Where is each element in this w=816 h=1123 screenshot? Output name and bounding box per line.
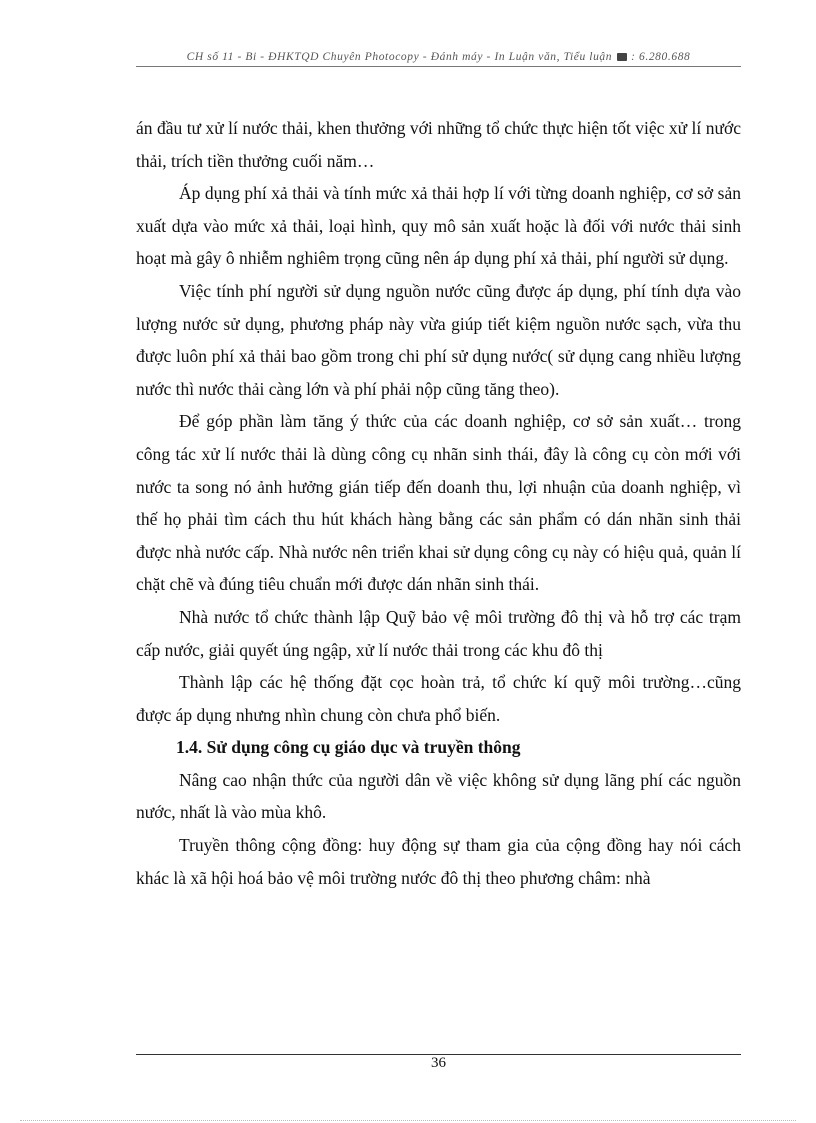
paragraph: Việc tính phí người sử dụng nguồn nước cũng được áp dụng, phí tính dựa vào lượng nước sử dụng, phương pháp này vừa giúp tiết kiệm nguồn nước sạch, vừa thu được luôn phí xả thải bao gồm trong chi phí sử dụng nước( sử dụng cang nhiều lượng nước thì nước thải càng lớn và phí phải nộp cũng tăng theo). <box>136 280 741 399</box>
paragraph: Truyền thông cộng đồng: huy động sự tham gia của cộng đồng hay nói cách khác là xã hội hoá bảo vệ môi trường nước đô thị theo phương châm: nhà <box>136 835 741 888</box>
paragraph: án đầu tư xử lí nước thải, khen thưởng với những tổ chức thực hiện tốt việc xử lí nước thải, trích tiền thưởng cuối năm… <box>136 118 741 171</box>
paragraph: Nâng cao nhận thức của người dân về việc không sử dụng lãng phí các nguồn nước, nhất là vào mùa khô. <box>136 769 741 823</box>
paragraph: Thành lập các hệ thống đặt cọc hoàn trả, tổ chức kí quỹ môi trường…cũng được áp dụng nhưng nhìn chung còn chưa phổ biến. <box>136 672 741 725</box>
header-text: CH số 11 - Bi - ĐHKTQD Chuyên Photocopy - Đánh máy - In Luận văn, Tiểu luận <box>186 51 613 63</box>
page-bottom-border <box>20 1120 796 1121</box>
header-rule <box>136 66 741 67</box>
page-header <box>136 51 741 63</box>
paragraph: Áp dụng phí xả thải và tính mức xả thải hợp lí với từng doanh nghiệp, cơ sở sản xuất dựa vào mức xả thải, loại hình, quy mô sản xuất hoặc là đối với nước thải sinh hoạt mà gây ô nhiễm nghiêm trọng cũng nên áp dụng phí xả thải, phí người sử dụng. <box>136 183 741 269</box>
page-number: 36 <box>431 1055 446 1071</box>
phone-icon <box>617 53 627 61</box>
section-heading: 1.4. Sử dụng công cụ giáo dục và truyền thông <box>176 737 521 758</box>
header-phone: : 6.280.688 <box>631 51 691 63</box>
paragraph: Nhà nước tổ chức thành lập Quỹ bảo vệ môi trường đô thị và hỗ trợ các trạm cấp nước, giải quyết úng ngập, xử lí nước thải trong các khu đô thị <box>136 606 741 660</box>
body-text <box>136 112 741 894</box>
paragraph: Để góp phần làm tăng ý thức của các doanh nghiệp, cơ sở sản xuất… trong công tác xử lí nước thải là dùng công cụ nhãn sinh thái, đây là công cụ còn mới với nước ta song nó ảnh hưởng gián tiếp đến doanh thu, lợi nhuận của doanh nghiệp, vì thế họ phải tìm cách thu hút khách hàng bằng các sản phẩm có dán nhãn sinh thải được nhà nước cấp. Nhà nước nên triển khai sử dụng công cụ này có hiệu quả, quản lí chặt chẽ và đúng tiêu chuẩn mới được dán nhãn sinh thái. <box>136 411 741 595</box>
